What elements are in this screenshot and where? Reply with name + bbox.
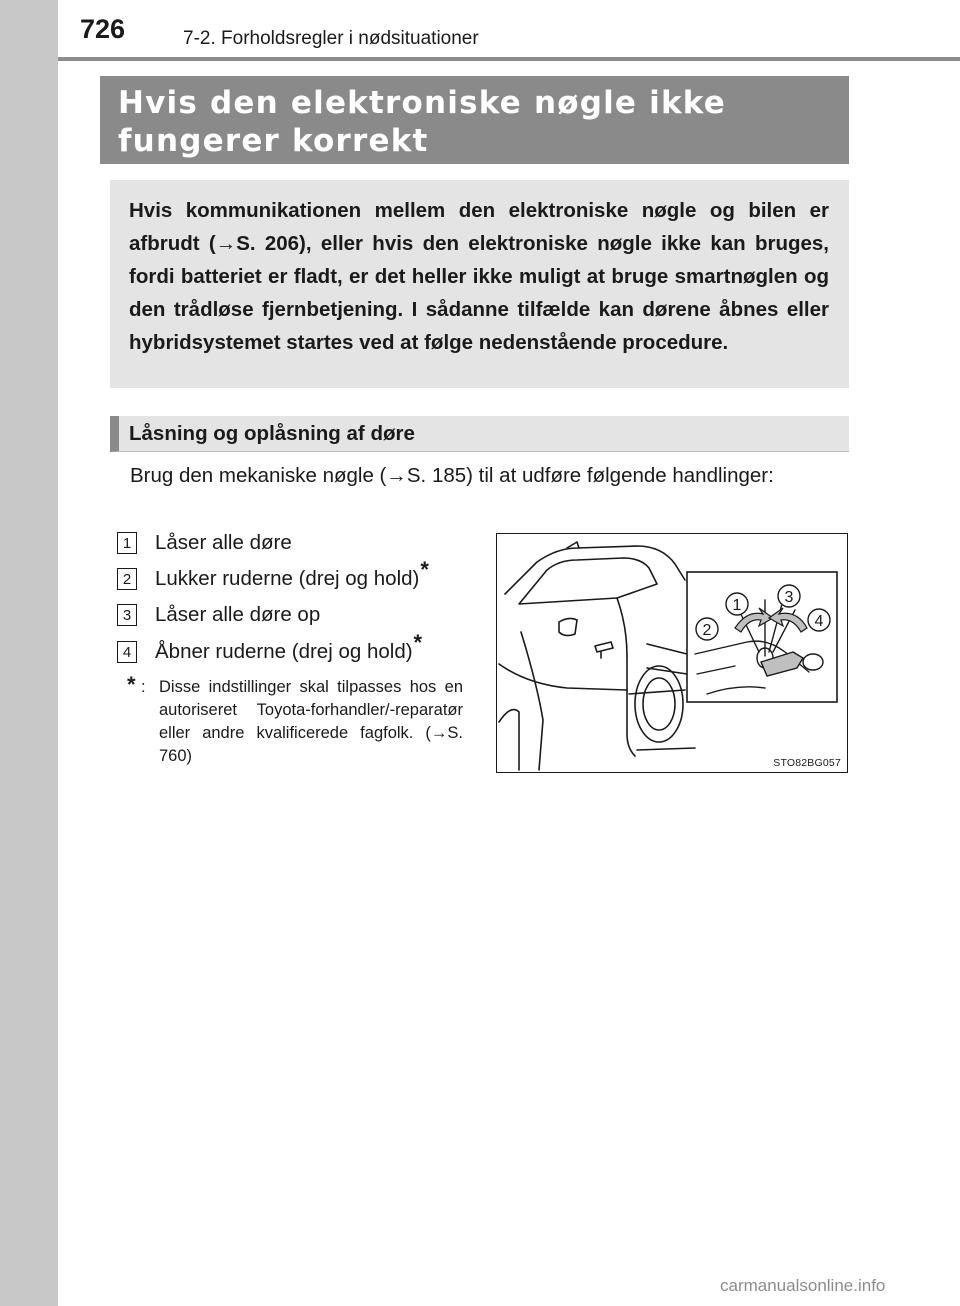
step-footnote-star: *	[413, 630, 423, 655]
section-heading-label: Låsning og oplåsning af døre	[129, 421, 415, 445]
header-rule	[58, 57, 960, 61]
callout-label: 2	[702, 622, 712, 639]
callout-label: 4	[814, 613, 824, 630]
step-item	[117, 630, 423, 666]
step-label: Åbner ruderne (drej og hold)	[155, 640, 413, 663]
intro-paragraph: Hvis kommunikationen mellem den elektroniske nøgle og bilen er afbrudt (→S. 206), eller hvis den elektroniske nøgle ikke kan bruges, fordi batteriet er fladt, er det heller ikke muligt at bruge smartnøglen og den trådløse fjernbetjening. I sådanne tilfælde kan dørene åbnes eller hybridsystemet startes ved at følge nedenstående procedure.	[129, 199, 829, 354]
footnote-star: *	[127, 672, 136, 697]
car-door-key-illustration	[496, 533, 848, 773]
step-footnote-star: *	[420, 557, 429, 582]
footnote	[127, 672, 463, 768]
step-label: Låser alle døre op	[155, 603, 321, 626]
step-label: Lukker ruderne (drej og hold)	[155, 567, 420, 590]
body-paragraph: Brug den mekaniske nøgle (→S. 185) til at udføre følgende handlinger:	[130, 464, 774, 487]
step-number-box: 1	[117, 532, 137, 554]
page-title: Hvis den elektroniske nøgle ikke fungerer korrekt	[118, 85, 726, 159]
step-number-box: 4	[117, 641, 137, 663]
section-heading	[110, 416, 849, 452]
footnote-colon: :	[141, 678, 146, 696]
step-number-box: 3	[117, 604, 137, 626]
intro-box	[110, 180, 849, 388]
running-head: 7-2. Forholdsregler i nødsituationer	[183, 28, 479, 49]
callout-label: 3	[784, 589, 794, 606]
step-number-box: 2	[117, 568, 137, 590]
title-banner	[100, 76, 849, 164]
step-item	[117, 601, 321, 629]
figure-code: STO82BG057	[773, 757, 841, 769]
step-label: Låser alle døre	[155, 531, 292, 554]
watermark-text: carmanualsonline.info	[720, 1276, 886, 1295]
illustration-drawing	[497, 534, 846, 771]
footnote-text: Disse indstillinger skal tilpasses hos en autoriseret Toyota-forhandler/-reparatør eller andre kvalificerede fagfolk. (→S. 760)	[159, 678, 463, 765]
step-item	[117, 529, 293, 557]
page-edge-strip	[0, 0, 58, 1306]
page-number: 726	[80, 14, 126, 44]
callout-label: 1	[732, 597, 742, 614]
step-item	[117, 557, 429, 593]
